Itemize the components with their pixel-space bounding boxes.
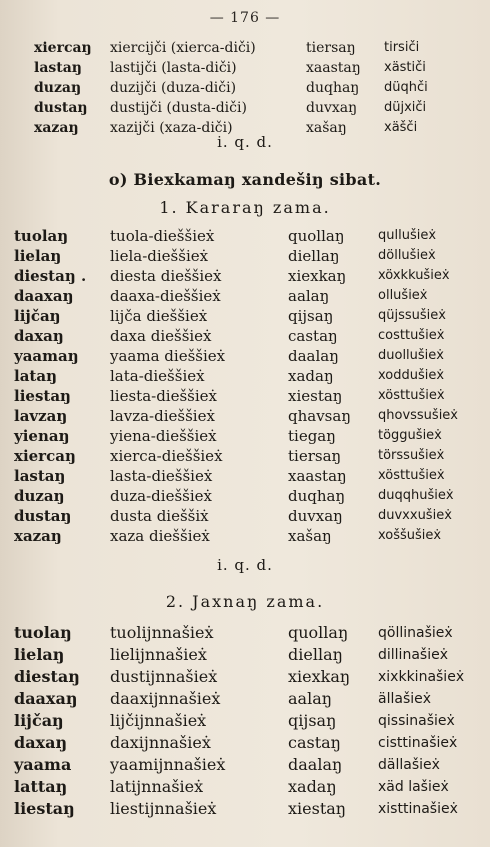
word-col1: lavzaŋ [14,407,68,425]
paradigm-table-1 [0,226,490,546]
word-col2: diesta dieššieẋ [110,267,222,285]
word-col2: lasta-dieššieẋ [110,467,213,485]
word-col3: xaastaŋ [306,60,361,76]
word-col2: lata-dieššieẋ [110,367,205,385]
word-col4: qöllinašieẋ [378,625,453,641]
word-col2: lavza-dieššieẋ [110,407,215,425]
table-row [0,754,490,776]
word-col2: xazijči (xaza-diči) [110,120,233,136]
word-col2: duzijči (duza-diči) [110,80,237,96]
word-col4: düqhči [384,80,428,95]
word-col1: lijčaŋ [14,307,61,325]
word-col2: yiena-dieššieẋ [110,427,217,445]
word-col4: xöxkkušieẋ [378,268,450,283]
table-row [0,732,490,754]
word-col1: xiercaŋ [34,40,92,56]
word-col2: daaxijnnašieẋ [110,689,221,708]
word-col4: costtušieẋ [378,328,445,343]
word-col3: qijsaŋ [288,307,334,325]
table-row [0,306,490,326]
subsection-title: 1. Kararaŋ zama. [159,198,331,217]
word-col1: liestaŋ [14,799,75,818]
word-col3: xaastaŋ [288,467,347,485]
word-col1: tuolaŋ [14,227,69,245]
word-col2: yaamijnnašieẋ [110,755,226,774]
table-row [0,326,490,346]
word-col3: duvxaŋ [288,507,343,525]
word-col4: ällašieẋ [378,691,432,707]
word-col4: cisttinašieẋ [378,735,458,751]
word-col3: qhavsaŋ [288,407,351,425]
table-row [0,226,490,246]
word-col1: lataŋ [14,367,57,385]
word-col4: döllušieẋ [378,248,436,263]
word-col2: tuolijnnašieẋ [110,623,214,642]
word-col2: tuola-dieššieẋ [110,227,215,245]
word-col4: xoššušieẋ [378,528,442,543]
table-row [0,346,490,366]
top-table [0,38,490,138]
word-col4: törssušieẋ [378,448,445,463]
table-row [0,246,490,266]
word-col3: diellaŋ [288,645,343,664]
word-col2: duza-dieššieẋ [110,487,212,505]
table-row [0,78,490,98]
word-col1: dustaŋ [34,100,88,116]
word-col2: dustijnnašieẋ [110,667,218,686]
word-col1: duzaŋ [34,80,82,96]
word-col2: lastijči (lasta-diči) [110,60,237,76]
table-row [0,688,490,710]
word-col2: lielijnnašieẋ [110,645,207,664]
word-col3: tiersaŋ [288,447,342,465]
word-col4: duollušieẋ [378,348,444,363]
section-heading: o) Biexkamaŋ xandešiŋ sibat. [108,170,382,189]
word-col4: qüjssušieẋ [378,308,446,323]
word-col1: lastaŋ [14,467,66,485]
word-col2: daaxa-dieššieẋ [110,287,221,305]
word-col3: qijsaŋ [288,711,337,730]
word-col3: aalaŋ [288,287,330,305]
word-col1: xazaŋ [34,120,79,136]
word-col4: duvxxušieẋ [378,508,452,523]
word-col3: tiegaŋ [288,427,336,445]
word-col3: castaŋ [288,327,338,345]
word-col2: liela-dieššieẋ [110,247,209,265]
word-col3: daalaŋ [288,755,343,774]
table-row [0,366,490,386]
word-col1: yienaŋ [14,427,70,445]
word-col1: yaama [14,755,72,774]
word-col4: xösttušieẋ [378,468,445,483]
page-number: — 176 — [209,10,281,26]
word-col1: lijčaŋ [14,711,64,730]
word-col3: xiexkaŋ [288,267,347,285]
table-row [0,466,490,486]
word-col2: yaama dieššieẋ [110,347,226,365]
iqd-mark: i. q. d. [217,133,273,151]
word-col4: xästiči [384,60,426,75]
word-col2: dustijči (dusta-diči) [110,100,247,116]
table-row [0,666,490,688]
table-row [0,776,490,798]
table-row [0,386,490,406]
word-col4: töggušieẋ [378,428,442,443]
word-col2: xierca-dieššieẋ [110,447,223,465]
table-row [0,644,490,666]
table-row [0,506,490,526]
table-row [0,446,490,466]
table-row [0,406,490,426]
word-col4: qissinašieẋ [378,713,455,729]
table-row [0,266,490,286]
word-col1: daxaŋ [14,733,68,752]
word-col1: liestaŋ [14,387,71,405]
word-col4: xösttušieẋ [378,388,445,403]
word-col1: lielaŋ [14,247,62,265]
word-col3: diellaŋ [288,247,340,265]
word-col3: aalaŋ [288,689,333,708]
word-col3: quollaŋ [288,623,349,642]
table-row [0,98,490,118]
word-col4: xoddušieẋ [378,368,445,383]
word-col2: xaza dieššieẋ [110,527,210,545]
table-row [0,38,490,58]
word-col3: xiestaŋ [288,387,343,405]
word-col3: xašaŋ [306,120,347,136]
word-col4: duqqhušieẋ [378,488,454,503]
word-col2: liestijnnašieẋ [110,799,217,818]
word-col2: dusta dieššiẋ [110,507,209,525]
word-col4: dillinašieẋ [378,647,448,663]
word-col1: diestaŋ [14,667,80,686]
word-col4: xixkkinašieẋ [378,669,465,685]
table-row [0,286,490,306]
word-col3: daalaŋ [288,347,339,365]
word-col2: xiercijči (xierca-diči) [110,40,256,56]
word-col1: dustaŋ [14,507,72,525]
word-col1: yaamaŋ [14,347,79,365]
word-col2: lijča dieššieẋ [110,307,208,325]
word-col2: daxa dieššieẋ [110,327,212,345]
table-row [0,710,490,732]
word-col1: diestaŋ . [14,267,87,285]
word-col1: daaxaŋ [14,689,78,708]
word-col2: liesta-dieššieẋ [110,387,218,405]
word-col1: xazaŋ [14,527,62,545]
table-row [0,526,490,546]
word-col4: xisttinašieẋ [378,801,458,817]
word-col3: xiestaŋ [288,799,347,818]
word-col3: xadaŋ [288,367,334,385]
word-col1: lastaŋ [34,60,82,76]
table-row [0,622,490,644]
word-col1: daxaŋ [14,327,64,345]
word-col1: daaxaŋ [14,287,74,305]
word-col4: tirsiči [384,40,420,55]
word-col4: xäšči [384,120,418,135]
word-col3: castaŋ [288,733,341,752]
word-col3: quollaŋ [288,227,345,245]
word-col1: lielaŋ [14,645,65,664]
word-col3: xiexkaŋ [288,667,351,686]
word-col3: xadaŋ [288,777,337,796]
table-row [0,486,490,506]
word-col4: qhovssušieẋ [378,408,458,423]
subsection-title: 2. Jaxnaŋ zama. [165,592,325,611]
table-row [0,798,490,820]
word-col1: duzaŋ [14,487,65,505]
word-col3: duqhaŋ [306,80,360,96]
word-col2: daxijnnašieẋ [110,733,211,752]
iqd-mark: i. q. d. [217,556,273,574]
word-col1: lattaŋ [14,777,68,796]
word-col4: qullušieẋ [378,228,437,243]
word-col3: xašaŋ [288,527,332,545]
word-col1: xiercaŋ [14,447,76,465]
word-col3: duvxaŋ [306,100,358,116]
word-col4: dällašieẋ [378,757,440,773]
word-col4: ollušieẋ [378,288,428,303]
word-col3: tiersaŋ [306,40,356,56]
word-col3: duqhaŋ [288,487,346,505]
word-col2: lijčijnnašieẋ [110,711,207,730]
word-col1: tuolaŋ [14,623,72,642]
table-row [0,58,490,78]
word-col4: xäd lašieẋ [378,779,449,795]
word-col4: düjxiči [384,100,427,115]
paradigm-table-2 [0,622,490,820]
table-row [0,426,490,446]
word-col2: latijnnašieẋ [110,777,204,796]
